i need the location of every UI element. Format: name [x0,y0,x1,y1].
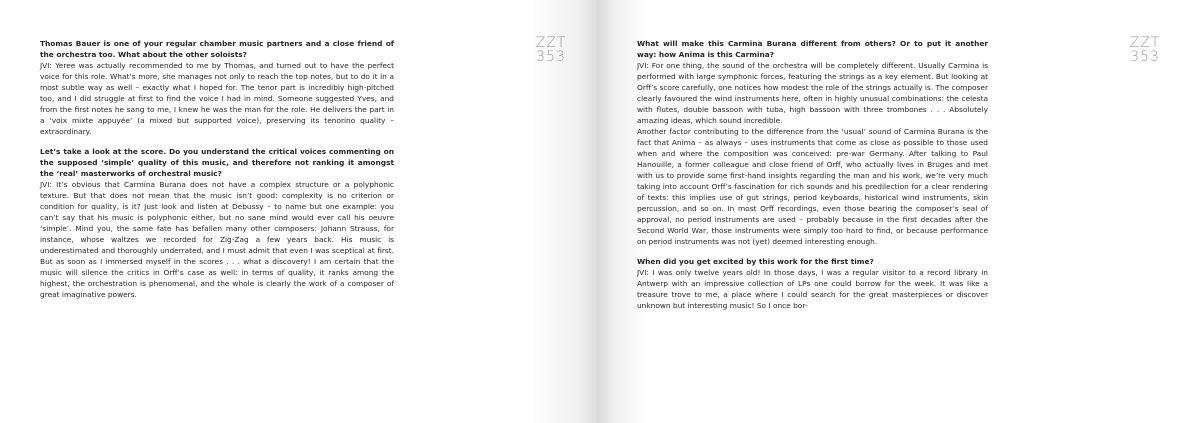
interview-block [637,38,988,126]
interview-block [40,146,394,300]
interview-block [40,38,394,137]
interview-block [637,126,988,247]
folio-label [521,36,581,64]
interview-block [637,256,988,311]
interview-answer: JVI: For one thing, the sound of the orchestra will be completely different. Usually Carmina is performed with large symphonic forces, featuring the strings as a key element. But looking at Orff’s score carefully, one notices how modest the role of the strings actually is. The composer clearly favoured the wind instruments here, often in highly unusual combinations: the celesta with flutes, double bassoon with tuba, high bassoon with three trombones . . . Absolutely amazing ideas, which sound incredible. [637,61,988,125]
interview-question: Thomas Bauer is one of your regular chamber music partners and a close friend of the orchestra too. What about the other soloists? [40,39,394,59]
left-text-column [40,38,394,308]
interview-question: Let’s take a look at the score. Do you understand the critical voices commenting on the supposed ‘simple’ quality of this music, and therefore not ranking it amongst the ‘real’ masterworks of orchestral music? [40,146,394,178]
catalogue-label: ZZT [535,35,567,51]
interview-answer: JVI: Yeree was actually recommended to me by Thomas, and turned out to have the perfect voice for this role. What’s more, she manages not only to reach the top notes, but to do it in a most subtle way as well – exactly what I hoped for. The tenor part is incredibly high-pitched too, and I did struggle at first to find the voice I had in mind. Someone suggested Yves, and from the first notes he sang to me, I knew he was the man for the role. He delivers the part in a ‘voix mixte appuyée’ (a mixed but supported voice), preserving its tenorino quality – extraordinary. [40,61,394,136]
catalogue-number: 353 [536,49,566,65]
interview-question: What will make this Carmina Burana different from others? Or to put it another way: how Anima is this Carmina? [637,39,988,59]
interview-answer: JVI: I was only twelve years old! In those days, I was a regular visitor to a record library in Antwerp with an impressive collection of LPs one could borrow for the week. It was like a treasure trove to me, a place where I could search for the great masterpieces or discover unknown but interesting music! So I once bor- [637,267,988,310]
catalogue-label: ZZT [1129,35,1161,51]
catalogue-number: 353 [1130,49,1160,65]
right-page [597,0,1194,423]
interview-answer: Another factor contributing to the difference from the ‘usual’ sound of Carmina Burana is the fact that Anima – as always – uses instruments that come as close as possible to those used when and where the composition was conceived: pre-war Germany. After talking to Paul Hanouille, a former colleague and close friend of Orff, who actually lives in Bruges and met with us to provide some first-hand insights regarding the man and his work, we’re very much taking into account Orff’s fascination for rich sounds and his predilection for a clear rendering of texts: this implies use of gut strings, period keyboards, historical wind instruments, skin percussion, and so on. In most Orff recordings, even those bearing the composer’s seal of approval, no period instruments are used – probably because in the first decades after the Second World War, those instruments were simply too hard to find, or because performance on period instruments was not (yet) deemed interesting enough. [637,127,988,246]
folio-label [1115,36,1175,64]
right-text-column [637,38,988,319]
interview-question: When did you get excited by this work for the first time? [637,256,874,266]
interview-answer: JVI: It’s obvious that Carmina Burana does not have a complex structure or a polyphonic texture. But that does not mean that the music isn’t good: complexity is no criterion or condition for quality, is it? Just look and listen at Debussy – to name but one example: you can’t say that his music is polyphonic either, but no sane mind would ever call his oeuvre ‘simple’. Mind you, the same fate has befallen many other composers: Johann Strauss, for instance, whose waltzes we recorded for Zig-Zag a few years back. His music is underestimated and thoroughly underrated, and I must admit that even I was sceptical at first. But as soon as I immersed myself in the scores . . . what a discovery! I am certain that the music will silence the critics in Orff’s case as well: in terms of quality, it ranks among the highest, the orchestration is phenomenal, and the whole is clearly the work of a composer of great imaginative powers. [40,179,394,299]
